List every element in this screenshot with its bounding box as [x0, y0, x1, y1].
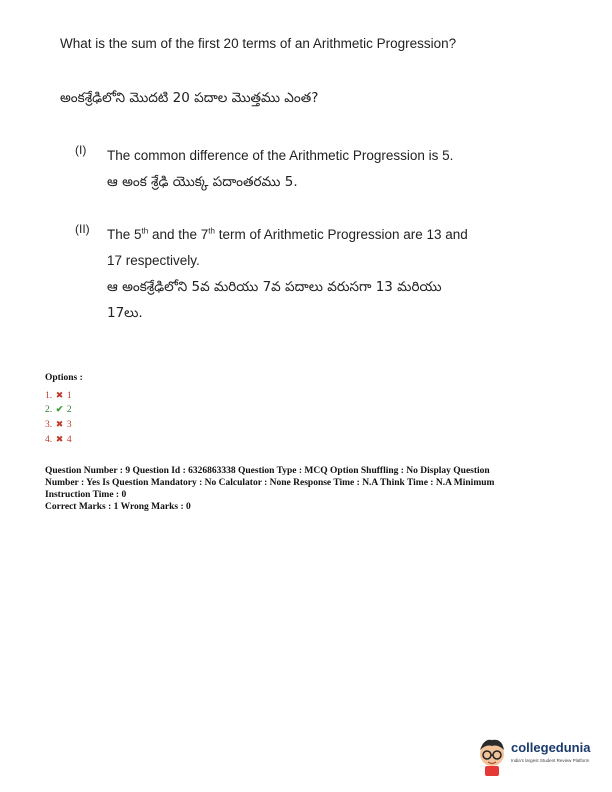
- option-index: 3.: [45, 420, 53, 430]
- superscript: th: [141, 226, 149, 236]
- options-title: Options :: [45, 373, 83, 383]
- statement-telugu-cont: 17లు.: [107, 305, 143, 321]
- collegedunia-logo: [476, 736, 606, 778]
- text-part: term of Arithmetic Progression are 13 and: [214, 227, 468, 242]
- info-line: Number : Yes Is Question Mandatory : No Calculator : None Response Time : N.A Think Time : N.A Minimum: [45, 478, 495, 488]
- option-value: 3: [66, 420, 72, 430]
- option-3: [45, 419, 72, 430]
- cross-icon: ✖: [55, 390, 64, 400]
- question-info: [45, 465, 565, 513]
- option-value: 2: [66, 405, 72, 415]
- question-english: What is the sum of the first 20 terms of an Arithmetic Progression?: [60, 36, 457, 51]
- text-part: and the 7: [148, 227, 209, 242]
- info-line: Correct Marks : 1 Wrong Marks : 0: [45, 502, 191, 512]
- statement-number: (II): [75, 222, 90, 236]
- cross-icon: ✖: [55, 419, 64, 429]
- option-4: [45, 434, 72, 445]
- text-part: The 5: [107, 227, 142, 242]
- mascot-icon: [476, 736, 508, 778]
- option-index: 2.: [45, 405, 53, 415]
- option-1: [45, 390, 72, 401]
- statement-number: (I): [75, 143, 87, 157]
- statement-english: [107, 222, 487, 248]
- check-icon: ✔: [55, 404, 64, 414]
- superscript: th: [208, 226, 215, 236]
- option-index: 4.: [45, 435, 53, 445]
- statement-english: The common difference of the Arithmetic Progression is 5.: [107, 148, 454, 163]
- statement-english-cont: 17 respectively.: [107, 253, 200, 268]
- cross-icon: ✖: [55, 434, 64, 444]
- statement-telugu: ఆ అంకశ్రేఢిలోని 5వ మరియు 7వ పదాలు వరుసగా 13 మరియు: [107, 279, 442, 295]
- question-telugu: అంకశ్రేఢిలోని మొదటి 20 పదాల మొత్తము ఎంత?: [60, 90, 319, 106]
- logo-name: collegedunia: [511, 740, 591, 755]
- logo-tagline: India's largest Student Review Platform: [511, 758, 590, 763]
- option-value: 4: [66, 435, 72, 445]
- option-index: 1.: [45, 391, 53, 401]
- option-2: [45, 404, 72, 415]
- info-line: Question Number : 9 Question Id : 6326863338 Question Type : MCQ Option Shuffling : No Display Question: [45, 466, 490, 476]
- info-line: Instruction Time : 0: [45, 490, 127, 500]
- option-value: 1: [66, 391, 72, 401]
- statement-telugu: ఆ అంక శ్రేఢి యొక్క పదాంతరము 5.: [107, 174, 298, 190]
